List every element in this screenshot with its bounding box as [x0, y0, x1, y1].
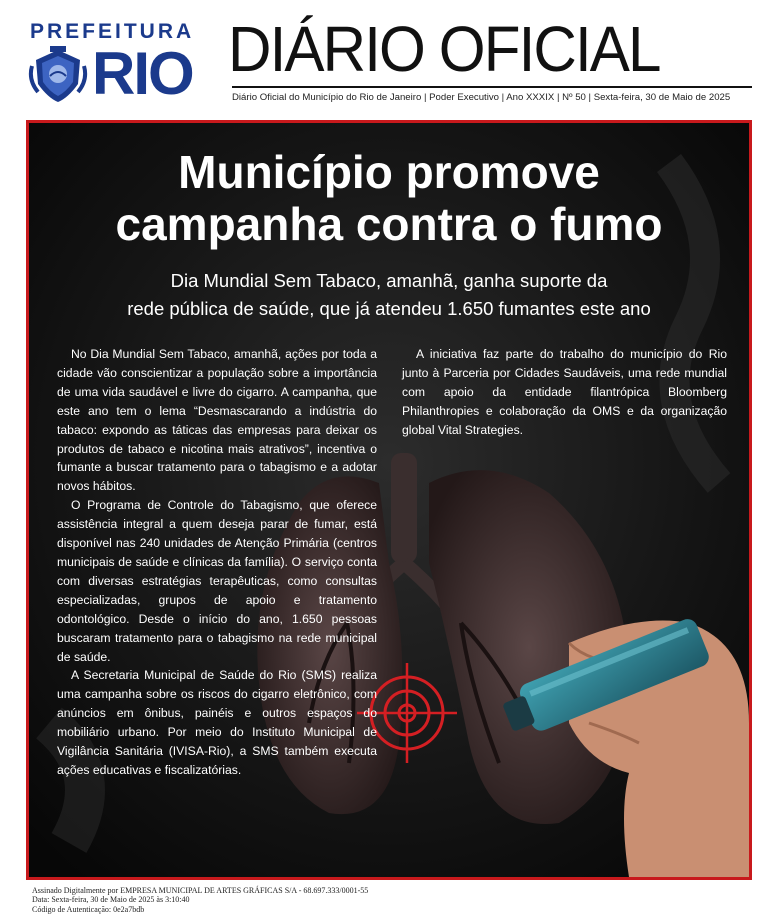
signature-line: Assinado Digitalmente por EMPRESA MUNICIPAL DE ARTES GRÁFICAS S/A - 68.697.333/0001-55 — [32, 886, 369, 895]
article-column-2 — [402, 345, 727, 440]
article-column-1 — [57, 345, 377, 780]
logo-rio-text: RIO — [92, 40, 193, 107]
paragraph: O Programa de Controle do Tabagismo, que oferece assistência integral a quem deseja parar de fumar, está disponível nas 240 unidades de Atenção Primária (centros municipais de saúde e clínicas da família). O serviço conta com diversas estratégias terapêuticas, como consultas especializadas, grupos de apoio e tratamento odontológico. Desde o início do ano, 1.650 pessoas buscaram tratamento para o tabagismo na rede municipal de saúde. — [57, 498, 377, 664]
feature-panel — [26, 120, 752, 880]
signature-date: Data: Sexta-feira, 30 de Maio de 2025 às 3:10:40 — [32, 895, 190, 905]
paragraph: No Dia Mundial Sem Tabaco, amanhã, ações por toda a cidade vão conscientizar a população sobre a importância de uma vida saudável e livre do cigarro. A campanha, que este ano tem o lema “Desmascarando a indústria do tabaco: expondo as táticas das empresas para deixar os produtos de tabaco e nicotina mais atrativos”, incentiva o fumante a buscar tratamento para o tabagismo e a adotar novos hábitos. — [57, 347, 377, 494]
masthead — [0, 0, 780, 118]
deck-line-1: Dia Mundial Sem Tabaco, amanhã, ganha suporte da — [170, 270, 608, 291]
logo-prefeitura-text: PREFEITURA — [30, 20, 195, 43]
masthead-rule — [232, 86, 752, 88]
signature-footer — [32, 886, 368, 914]
authentication-code: Código de Autenticação: 0e2a7bdb — [32, 904, 145, 914]
city-crest-icon — [28, 46, 88, 104]
prefeitura-rio-logo[interactable] — [28, 20, 224, 106]
masthead-subline: Diário Oficial do Município do Rio de Janeiro | Poder Executivo | Ano XXXIX | Nº 50 | Sexta-feira, 30 de Maio de 2025 — [232, 92, 731, 103]
deck-line-2: rede pública de saúde, que já atendeu 1.650 fumantes este ano — [127, 298, 651, 319]
headline-line-1: Município promove — [178, 146, 600, 198]
paragraph: A Secretaria Municipal de Saúde do Rio (SMS) realiza uma campanha sobre os riscos do cigarro eletrônico, com anúncios em ônibus, painéis e outros espaços do mobiliário urbano. Por meio do Instituto Municipal de Vigilância Sanitária (IVISA-Rio), a SMS também executa ações educativas e fiscalizatórias. — [57, 668, 377, 777]
paragraph: A iniciativa faz parte do trabalho do município do Rio junto à Parceria por Cidades Saudáveis, uma rede mundial com apoio da entidade filantrópica Bloomberg Philanthropies e colaboração da OMS e da organização global Vital Strategies. — [402, 347, 727, 437]
headline-line-2: campanha contra o fumo — [115, 198, 663, 250]
masthead-title: DIÁRIO OFICIAL — [228, 13, 660, 85]
